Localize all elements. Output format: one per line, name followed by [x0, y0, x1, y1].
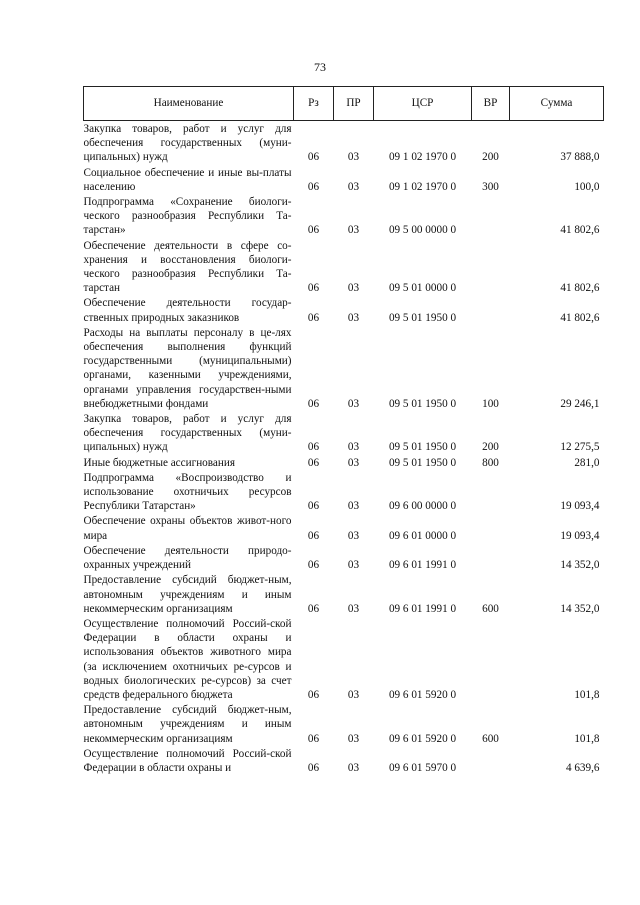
cell-csr: 09 5 01 1950 0	[388, 397, 457, 410]
table-row	[84, 121, 604, 165]
cell-vr: 600	[482, 732, 499, 745]
cell-csr: 09 5 00 0000 0	[388, 224, 457, 237]
cell-csr: 09 6 01 0000 0	[388, 529, 457, 542]
cell-pr: 03	[347, 529, 360, 542]
cell-csr: 09 6 01 1991 0	[388, 559, 457, 572]
cell-name: Расходы на выплаты персоналу в це-лях обеспечения выполнения функций государственными (муниципальными) органами, казенными учреждениями, органами управления государствен-ными внебюджетными фондами	[83, 326, 292, 410]
cell-name: Обеспечение деятельности в сфере со-хранения и восстановления биологи-ческого разнообразия Республики Та-тарстан	[83, 239, 292, 295]
table-row	[84, 746, 604, 775]
cell-sum: 100,0	[574, 180, 600, 193]
page-number: 73	[314, 60, 326, 74]
cell-csr: 09 5 01 1950 0	[388, 441, 457, 454]
cell-csr: 09 6 01 5920 0	[388, 688, 457, 701]
cell-pr: 03	[347, 500, 360, 513]
cell-pr: 03	[347, 282, 360, 295]
header-name: Наименование	[84, 87, 294, 121]
cell-csr: 09 6 01 1991 0	[388, 602, 457, 615]
cell-sum: 19 093,4	[560, 500, 600, 513]
table-row	[84, 616, 604, 702]
cell-pr: 03	[347, 559, 360, 572]
table-row	[84, 543, 604, 572]
table-row	[84, 325, 604, 411]
cell-rz: 06	[307, 500, 320, 513]
cell-pr: 03	[347, 151, 360, 164]
cell-rz: 06	[307, 529, 320, 542]
table-row	[84, 455, 604, 470]
cell-rz: 06	[307, 559, 320, 572]
cell-vr: 300	[482, 180, 499, 193]
cell-sum: 14 352,0	[560, 602, 600, 615]
cell-sum: 101,8	[574, 688, 600, 701]
cell-rz: 06	[307, 602, 320, 615]
cell-csr: 09 6 01 5920 0	[388, 732, 457, 745]
cell-vr	[472, 295, 510, 324]
cell-pr: 03	[347, 180, 360, 193]
cell-vr: 200	[482, 151, 499, 164]
cell-sum: 41 802,6	[560, 282, 600, 295]
table-row	[84, 513, 604, 542]
table-row	[84, 238, 604, 296]
table-row	[84, 572, 604, 616]
cell-csr: 09 1 02 1970 0	[388, 180, 457, 193]
cell-pr: 03	[347, 224, 360, 237]
cell-sum: 19 093,4	[560, 529, 600, 542]
cell-csr: 09 6 01 5970 0	[388, 761, 457, 774]
cell-name: Иные бюджетные ассигнования	[83, 456, 235, 469]
cell-pr: 03	[347, 761, 360, 774]
cell-vr	[472, 616, 510, 702]
cell-rz: 06	[307, 441, 320, 454]
cell-vr	[472, 543, 510, 572]
cell-csr: 09 5 01 1950 0	[388, 311, 457, 324]
cell-sum: 37 888,0	[560, 151, 600, 164]
table-row	[84, 411, 604, 455]
cell-csr: 09 1 02 1970 0	[388, 151, 457, 164]
cell-rz: 06	[307, 732, 320, 745]
cell-csr: 09 6 00 0000 0	[388, 500, 457, 513]
cell-rz: 06	[307, 151, 320, 164]
cell-csr: 09 5 01 1950 0	[388, 456, 457, 469]
cell-vr: 800	[482, 456, 499, 469]
cell-pr: 03	[347, 311, 360, 324]
table-row	[84, 194, 604, 238]
cell-name: Предоставление субсидий бюджет-ным, автономным учреждениям и иным некоммерческим организациям	[83, 704, 292, 745]
cell-rz: 06	[307, 282, 320, 295]
cell-sum: 41 802,6	[560, 311, 600, 324]
cell-name: Закупка товаров, работ и услуг для обеспечения государственных (муни-ципальных) нужд	[83, 413, 292, 454]
cell-name: Обеспечение деятельности природо-охранных учреждений	[83, 544, 292, 572]
cell-rz: 06	[307, 397, 320, 410]
cell-vr	[472, 513, 510, 542]
cell-rz: 06	[307, 224, 320, 237]
cell-sum: 41 802,6	[560, 224, 600, 237]
cell-name: Социальное обеспечение и иные вы-платы населению	[83, 166, 292, 193]
cell-rz: 06	[307, 311, 320, 324]
header-pr: ПР	[334, 87, 374, 121]
cell-name: Закупка товаров, работ и услуг для обеспечения государственных (муни-ципальных) нужд	[83, 123, 292, 164]
cell-sum: 4 639,6	[565, 761, 600, 774]
cell-pr: 03	[347, 397, 360, 410]
cell-vr: 200	[482, 441, 499, 454]
cell-vr	[472, 238, 510, 296]
cell-rz: 06	[307, 456, 320, 469]
table-header-row	[84, 87, 604, 121]
cell-name: Осуществление полномочий Россий-ской Федерации в области охраны и использования объектов животного мира (за исключением охотничьих ре-сурсов и водных биологических ре-сурсов) за счет средств федерального бюджета	[83, 617, 292, 701]
cell-pr: 03	[347, 732, 360, 745]
table-row	[84, 295, 604, 324]
cell-csr: 09 5 01 0000 0	[388, 282, 457, 295]
cell-pr: 03	[347, 602, 360, 615]
cell-rz: 06	[307, 761, 320, 774]
cell-sum: 281,0	[574, 456, 600, 469]
cell-vr	[472, 746, 510, 775]
budget-table	[83, 86, 604, 775]
cell-pr: 03	[347, 688, 360, 701]
cell-pr: 03	[347, 441, 360, 454]
cell-name: Подпрограмма «Сохранение биологи-ческого разнообразия Республики Та-тарстан»	[83, 196, 292, 237]
cell-name: Обеспечение деятельности государ-ственных природных заказников	[83, 297, 292, 324]
cell-sum: 29 246,1	[560, 397, 600, 410]
cell-rz: 06	[307, 688, 320, 701]
cell-name: Обеспечение охраны объектов живот-ного мира	[83, 515, 292, 542]
table-row	[84, 470, 604, 514]
cell-vr	[472, 194, 510, 238]
cell-vr: 600	[482, 602, 499, 615]
cell-vr: 100	[482, 397, 499, 410]
header-sum: Сумма	[510, 87, 604, 121]
table-row	[84, 702, 604, 746]
cell-name: Предоставление субсидий бюджет-ным, автономным учреждениям и иным некоммерческим организациям	[83, 574, 292, 615]
table-row	[84, 165, 604, 194]
cell-sum: 14 352,0	[560, 559, 600, 572]
cell-pr: 03	[347, 456, 360, 469]
cell-rz: 06	[307, 180, 320, 193]
cell-sum: 101,8	[574, 732, 600, 745]
cell-vr	[472, 470, 510, 514]
cell-sum: 12 275,5	[560, 441, 600, 454]
header-vr: ВР	[472, 87, 510, 121]
cell-name: Подпрограмма «Воспроизводство и использование охотничьих ресурсов Республики Татарстан»	[83, 471, 292, 513]
cell-name: Осуществление полномочий Россий-ской Федерации в области охраны и	[83, 747, 292, 774]
header-rz: Рз	[294, 87, 334, 121]
header-csr: ЦСР	[374, 87, 472, 121]
